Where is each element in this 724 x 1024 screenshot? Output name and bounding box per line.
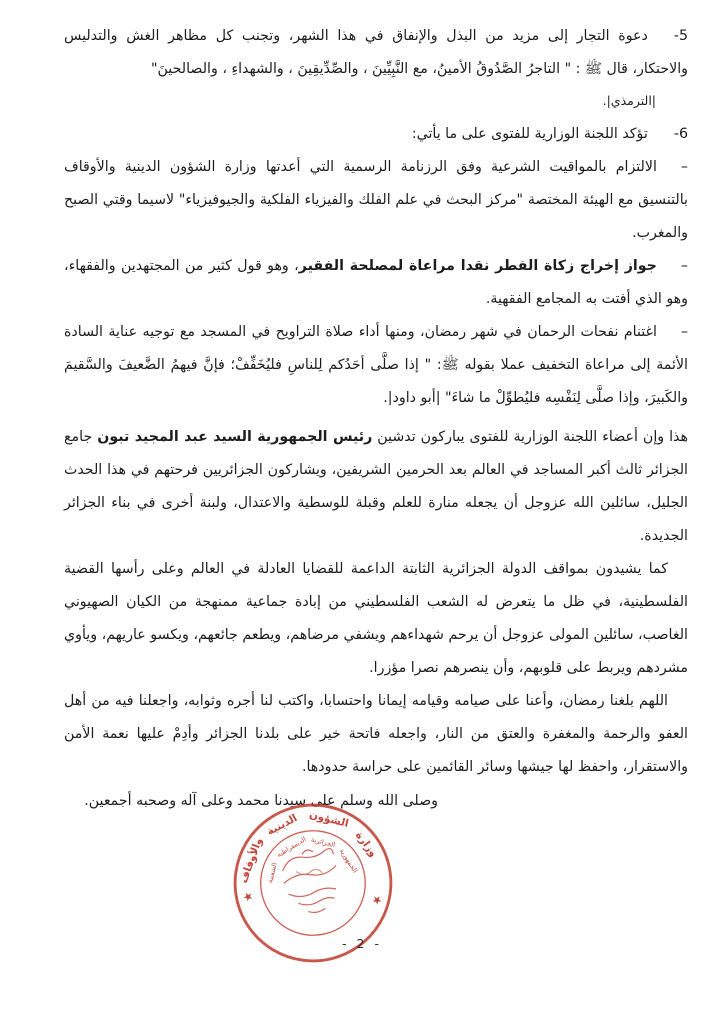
paragraph-mosque-inauguration: هذا وإن أعضاء اللجنة الوزارية للفتوى يباركون تدشين رئيس الجمهورية السيد عبد المجيد تبون جامع الجزائر ثالث أكبر المساجد في العالم بعد الحرمين الشريفين، ويشاركون الجزائريين فرحتهم في هذا الحدث الجليل، سائلين الله عزوجل أن يجعله منارة للعلم وقبلة للوسطية والاعتدال، ولبنة أخرى في بناء الجزائر الجديدة.	[64, 429, 688, 544]
bullet-dash: –	[680, 324, 688, 340]
bullet-item-taraweeh	[64, 316, 688, 415]
bullet-item-timings	[64, 151, 688, 250]
hadith-source-tirmidhi: |الترمذي|.	[602, 93, 656, 108]
bullet-dash: –	[680, 258, 688, 274]
bullet-text: اغتنام نفحات الرحمان في شهر رمضان، ومنها أداء صلاة التراويح في المسجد مع توجيه عناية السادة الأئمة إلى مراعاة التخفيف عملا بقوله ﷺ: " إذا صلَّى أحَدُكم لِلناسِ فليُخَفِّفْ؛ فإنَّ فيهمُ الضَّعيفَ والسَّقيمَ والكَبيرَ، وإذا صلَّى لِنَفْسِه فليُطوِّلْ ما شاءَ" |أبو داود|.	[64, 324, 688, 406]
item-5-text: دعوة التجار إلى مزيد من البذل والإنفاق في هذا الشهر، وتجنب كل مظاهر الغش والتدليس والاحتكار، قال ﷺ : " التاجرُ الصَّدُوقُ الأمينُ، مع النَّبِيِّينَ ، والصِّدِّيقِينَ ، والشهداءِ ، والصالحينَ"	[64, 28, 688, 77]
svg-text:الجزائرية: الجزائرية	[310, 835, 337, 850]
stamp-text	[224, 794, 393, 940]
item-5-number: 5-	[673, 28, 688, 44]
numbered-item-6	[64, 118, 688, 151]
bullet-text: جواز إخراج زكاة الفطر نقدا مراعاة لمصلحة الفقير، وهو قول كثير من المجتهدين والفقهاء، وهو الذي أفتت به المجامع الفقهية.	[64, 258, 688, 307]
svg-text:الجمهورية: الجمهورية	[337, 847, 360, 875]
svg-text:الدينية: الدينية	[265, 812, 300, 838]
item-6-text: تؤكد اللجنة الوزارية للفتوى على ما يأتي:	[411, 126, 648, 142]
bullet-item-zakat	[64, 250, 688, 316]
paragraph-palestine: كما يشيدون بمواقف الدولة الجزائرية الثابتة الداعمة للقضايا العادلة في العالم وعلى رأسها القضية الفلسطينية، في ظل ما يتعرض له الشعب الفلسطيني من إبادة جماعية ممنهجة من الكيان الصهيوني الغاصب، سائلين المولى عزوجل أن يرحم شهداءهم ويشفي مرضاهم، ويطعم جائعهم، ويكسو عاريهم، ويأوي مشردهم ويربط على قلوبهم، وأن ينصرهم نصرا مؤزرا.	[64, 561, 688, 676]
svg-text:وزارة: وزارة	[352, 829, 380, 860]
bullet-text: الالتزام بالمواقيت الشرعية وفق الرزنامة الرسمية التي أعدتها وزارة الشؤون الدينية والأوقاف بالتنسيق مع الهيئة المختصة "مركز البحث في علم الفلك والفيزياء الفلكية والجيوفيزياء" لاسيما وقتي الصبح والمغرب.	[64, 159, 688, 241]
paragraph-dua-ramadan: اللهم بلغنا رمضان، وأعنا على صيامه وقيامه إيمانا واحتسابا، واكتب لنا أجره وثوابه، واجعلنا فيه من أهل العفو والرحمة والمغفرة والعتق من النار، واجعله فاتحة خير على بلدنا الجزائر وأدِمْ عليها نعمة الأمن والاستقرار، واحفظ لها جيشها وسائر القائمين على حراسة حدودها.	[64, 693, 688, 775]
svg-text:والأوقاف: والأوقاف	[237, 836, 265, 885]
document-body	[64, 20, 688, 818]
bullet-dash: –	[680, 159, 688, 175]
page-number: - 2 -	[342, 936, 382, 951]
closing-salutation: وصلى الله وسلم على سيدنا محمد وعلى آله وصحبه أجمعين.	[84, 793, 438, 809]
item-6-number: 6-	[673, 126, 688, 142]
svg-text:الشؤون: الشؤون	[308, 808, 350, 830]
svg-text:الشعبية: الشعبية	[265, 861, 279, 884]
stamp-center-emblem	[277, 844, 346, 918]
svg-text:★: ★	[369, 893, 386, 908]
svg-text:الديمقراطية: الديمقراطية	[275, 835, 308, 859]
svg-text:★: ★	[239, 890, 256, 904]
numbered-item-5	[64, 20, 688, 86]
